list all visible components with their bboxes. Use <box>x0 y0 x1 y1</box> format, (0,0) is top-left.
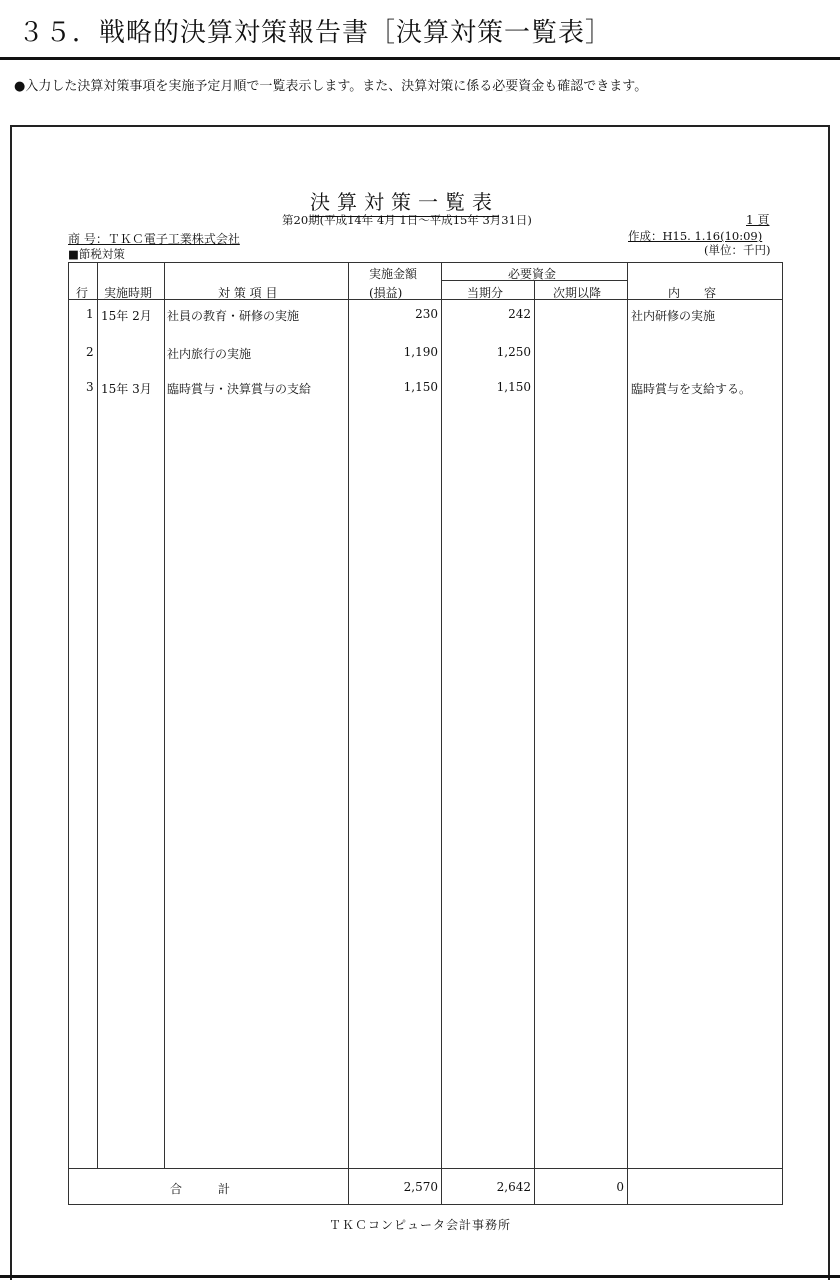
created-timestamp: 作成：H15. 1.16(10:09) <box>628 229 763 243</box>
table-top-border <box>68 262 783 263</box>
title-divider <box>0 57 840 60</box>
intro-text: ●入力した決算対策事項を実施予定月順で一覧表示します。また、決算対策に係る必要資金も確認できます。 <box>14 79 648 94</box>
row-item: 社員の教育・研修の実施 <box>167 309 300 323</box>
col-divider-item <box>348 262 349 1205</box>
col-divider-row <box>97 262 98 1168</box>
row-no: 1 <box>86 307 94 321</box>
row-no: 3 <box>86 380 94 394</box>
row-period: 15年 3月 <box>101 382 152 396</box>
header-period: 実施時期 <box>104 286 153 300</box>
header-amount-bottom: (損益) <box>369 286 403 300</box>
row-amount: 1,190 <box>403 345 438 359</box>
col-divider-current <box>534 280 535 1205</box>
header-current-period: 当期分 <box>467 286 504 300</box>
page-number: 1 頁 <box>746 213 770 227</box>
section-label: ■節税対策 <box>68 247 125 261</box>
table-right-border <box>782 262 783 1205</box>
row-amount: 230 <box>415 307 438 321</box>
bottom-divider <box>0 1275 840 1278</box>
header-next-period: 次期以降 <box>553 286 602 300</box>
total-row-top-border <box>68 1168 783 1169</box>
header-required-funds: 必要資金 <box>508 267 557 281</box>
total-next: 0 <box>616 1180 624 1194</box>
row-amount: 1,150 <box>403 380 438 394</box>
footer-firm-name: ＴＫＣコンピュータ会計事務所 <box>328 1218 511 1232</box>
col-divider-amount <box>441 262 442 1205</box>
header-amount-top: 実施金額 <box>369 267 418 281</box>
total-label: 合 計 <box>170 1182 231 1196</box>
row-no: 2 <box>86 345 94 359</box>
report-period: 第20期(平成14年 4月 1日～平成15年 3月31日) <box>282 213 532 227</box>
row-item: 臨時賞与・決算賞与の支給 <box>167 382 312 396</box>
report-title: 決算対策一覧表 <box>310 186 499 217</box>
header-item: 対 策 項 目 <box>218 286 278 300</box>
row-current: 1,250 <box>496 345 531 359</box>
row-content: 社内研修の実施 <box>631 309 716 323</box>
total-current: 2,642 <box>496 1180 531 1194</box>
col-divider-next <box>627 262 628 1205</box>
row-item: 社内旅行の実施 <box>167 347 252 361</box>
col-divider-period <box>164 262 165 1168</box>
page-title: ３５．戦略的決算対策報告書［決算対策一覧表］ <box>18 18 613 48</box>
table-bottom-border <box>68 1204 783 1205</box>
row-current: 1,150 <box>496 380 531 394</box>
unit-label: (単位：千円) <box>704 243 771 257</box>
total-amount: 2,570 <box>403 1180 438 1194</box>
row-content: 臨時賞与を支給する。 <box>631 382 752 396</box>
header-row-no: 行 <box>76 286 89 300</box>
company-name: 商 号：ＴＫＣ電子工業株式会社 <box>68 232 240 246</box>
table-left-border <box>68 262 69 1205</box>
header-content: 内 容 <box>668 286 717 300</box>
row-current: 242 <box>508 307 531 321</box>
row-period: 15年 2月 <box>101 309 152 323</box>
